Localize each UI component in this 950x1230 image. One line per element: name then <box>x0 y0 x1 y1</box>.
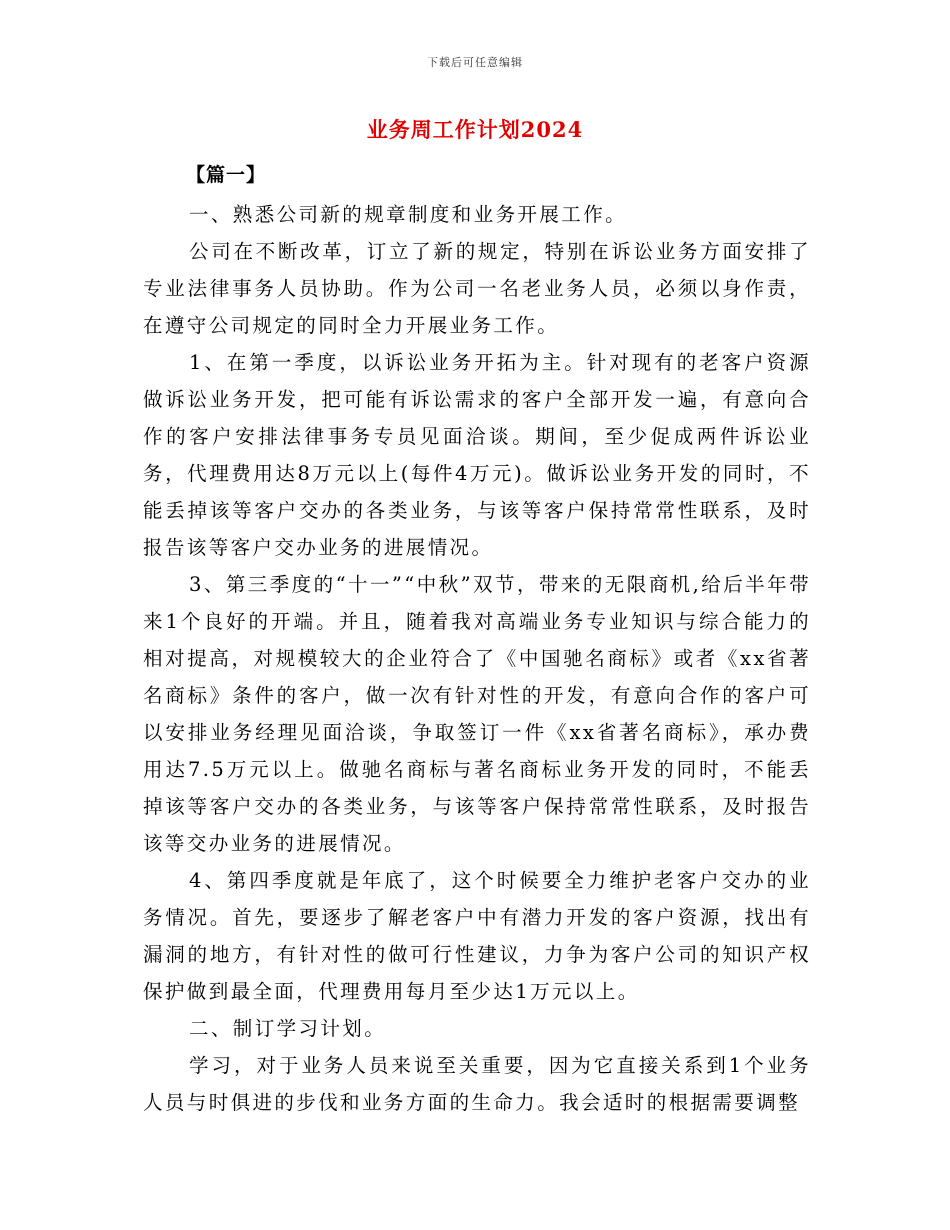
document-title: 业务周工作计划2024 <box>366 117 584 142</box>
paragraph: 学习，对于业务人员来说至关重要，因为它直接关系到1个业务人员与时俱进的步伐和业务方面的生命力。我会适时的根据需要调整 <box>143 1054 811 1114</box>
paragraph: 一、熟悉公司新的规章制度和业务开展工作。 <box>189 203 628 226</box>
paragraph: 公司在不断改革，订立了新的规定，特别在诉讼业务方面安排了专业法律事务人员协助。作为公司一名老业务人员，必须以身作责，在遵守公司规定的同时全力开展业务工作。 <box>143 240 811 337</box>
section-tag: 【篇一】 <box>186 164 267 186</box>
document-body <box>143 196 811 1121</box>
paragraph: 1、在第一季度，以诉讼业务开拓为主。针对现有的老客户资源做诉讼业务开发，把可能有诉讼需求的客户全部开发一遍，有意向合作的客户安排法律事务专员见面洽谈。期间，至少促成两件诉讼业务，代理费用达8万元以上(每件4万元)。做诉讼业务开发的同时，不能丢掉该等客户交办的各类业务，与该等客户保持常常性联系，及时报告该等客户交办业务的进展情况。 <box>143 351 811 559</box>
page-header-note: 下载后可任意编辑 <box>427 56 523 69</box>
paragraph: 3、第三季度的“十一”“中秋”双节，带来的无限商机,给后半年带来1个良好的开端。并且，随着我对高端业务专业知识与综合能力的相对提高，对规模较大的企业符合了《中国驰名商标》或者《xx省著名商标》条件的客户，做一次有针对性的开发，有意向合作的客户可以安排业务经理见面洽谈，争取签订一件《xx省著名商标》，承办费用达7.5万元以上。做驰名商标与著名商标业务开发的同时，不能丢掉该等客户交办的各类业务，与该等客户保持常常性联系，及时报告该等交办业务的进展情况。 <box>143 573 811 855</box>
paragraph: 二、制订学习计划。 <box>189 1017 387 1040</box>
paragraph: 4、第四季度就是年底了，这个时候要全力维护老客户交办的业务情况。首先，要逐步了解老客户中有潜力开发的客户资源，找出有漏洞的地方，有针对性的做可行性建议，力争为客户公司的知识产权保护做到最全面，代理费用每月至少达1万元以上。 <box>143 869 811 1003</box>
